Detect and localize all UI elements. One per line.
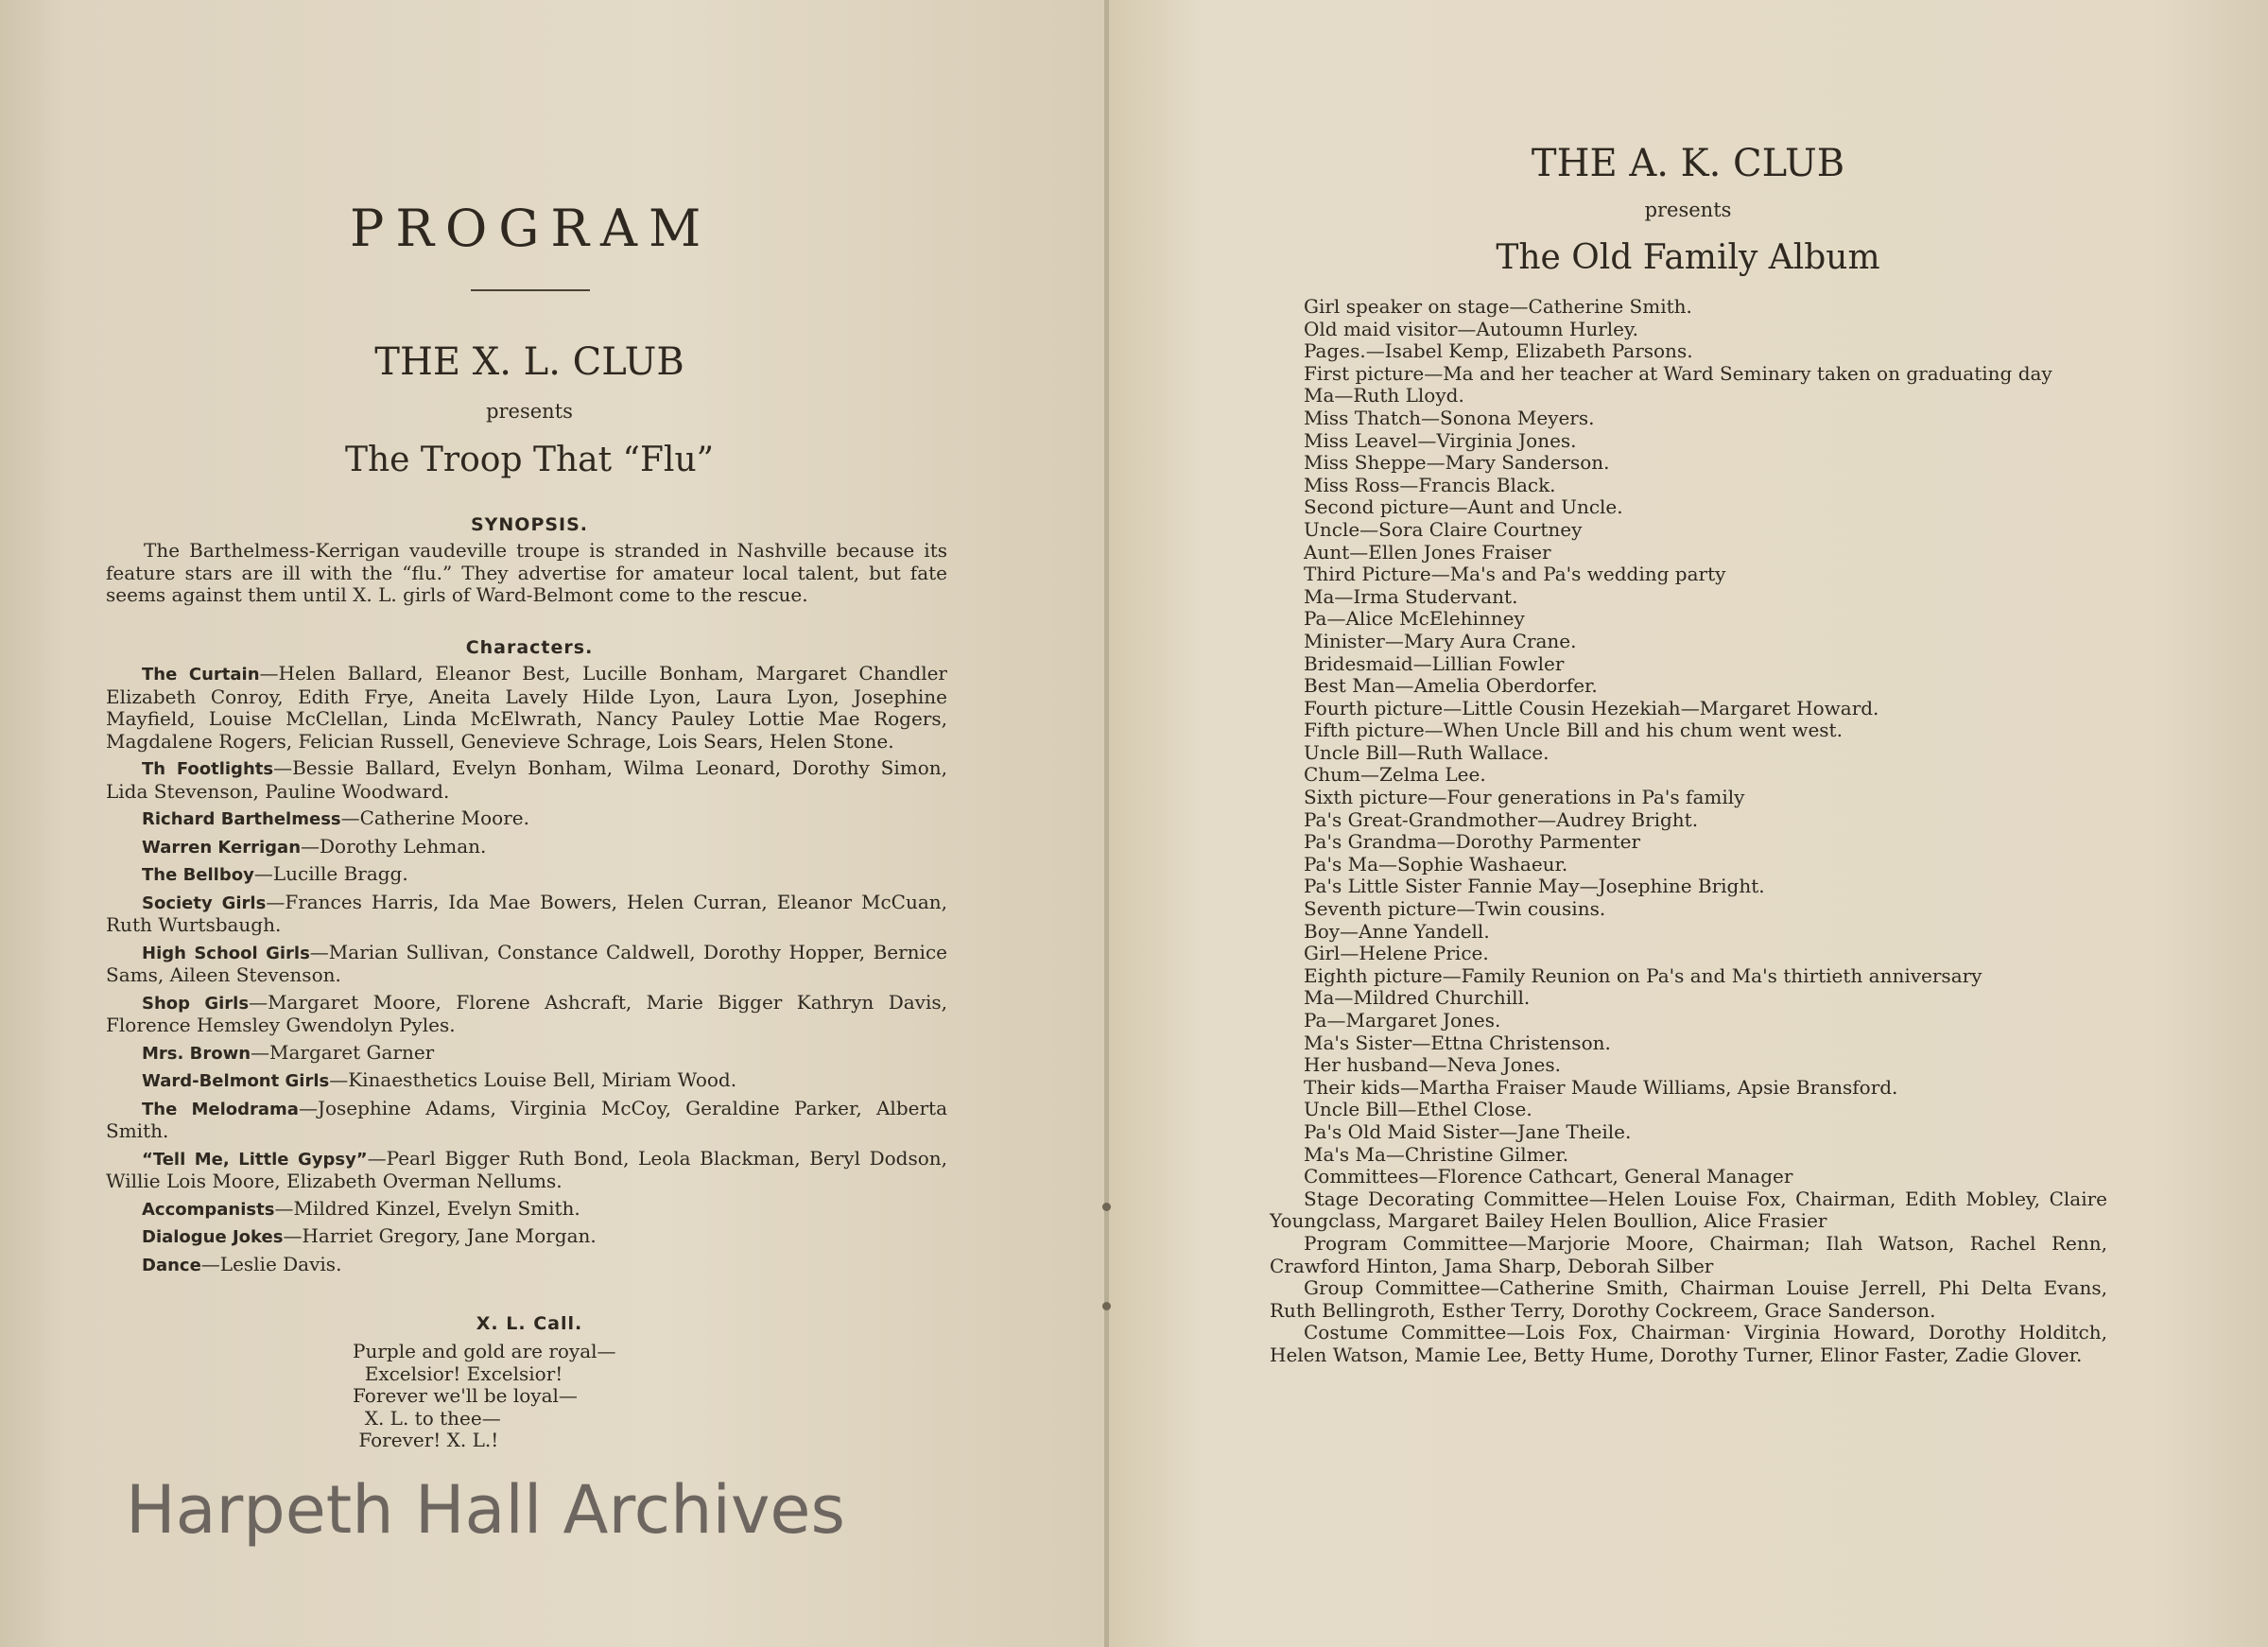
staple bbox=[1102, 1203, 1111, 1211]
cast-line: Miss Sheppe—Mary Sanderson. bbox=[1304, 451, 1610, 475]
character-role: “Tell Me, Little Gypsy” bbox=[142, 1149, 368, 1170]
character-entry bbox=[106, 1069, 947, 1093]
cast-line: Ma—Mildred Churchill. bbox=[1304, 986, 1531, 1010]
play-title: The Old Family Album bbox=[1496, 238, 1880, 277]
character-cast: —Leslie Davis. bbox=[200, 1252, 342, 1275]
character-role: High School Girls bbox=[142, 943, 310, 963]
character-cast: —Dorothy Lehman. bbox=[301, 834, 487, 858]
character-cast: —Harriet Gregory, Jane Morgan. bbox=[283, 1224, 597, 1247]
cast-line: Miss Thatch—Sonona Meyers. bbox=[1304, 406, 1595, 429]
verse-line: X. L. to thee— bbox=[353, 1406, 501, 1430]
character-entry bbox=[106, 1254, 947, 1277]
cast-line: Ma—Irma Studervant. bbox=[1304, 584, 1518, 608]
cast-line: Committees—Florence Cathcart, General Manager bbox=[1304, 1165, 1793, 1188]
character-role: Dialogue Jokes bbox=[142, 1227, 284, 1247]
cast-line: Minister—Mary Aura Crane. bbox=[1304, 629, 1577, 652]
character-role: Mrs. Brown bbox=[142, 1043, 251, 1064]
character-entry bbox=[106, 863, 947, 887]
character-cast: —Marian Sullivan, Constance Caldwell, Dorothy Hopper, Bernice Sams, Aileen Stevenson. bbox=[106, 940, 947, 986]
xl-call-verse bbox=[353, 1341, 731, 1452]
cast-line: Stage Decorating Committee—Helen Louise Fox, Chairman, Edith Mobley, Claire Youngclass, Margaret Bailey Helen Boullion, Alice Frasier bbox=[1270, 1187, 2107, 1233]
cast-line: Costume Committee—Lois Fox, Chairman· Virginia Howard, Dorothy Holditch, Helen Watson, Mamie Lee, Betty Hume, Dorothy Turner, Elinor Faster, Zadie Glover. bbox=[1270, 1321, 2107, 1366]
character-cast: —Helen Ballard, Eleanor Best, Lucille Bonham, Margaret Chandler Elizabeth Conroy, Edith Frye, Aneita Lavely Hilde Lyon, Laura Lyon, Josephine Mayfield, Louise McClellan, Linda McElwrath, Nancy Pauley Lottie Mae Rogers, Magdalene Rogers, Felician Russell, Genevieve Schrage, Lois Sears, Helen Stone. bbox=[106, 662, 947, 753]
characters-list bbox=[106, 663, 947, 1281]
cast-list bbox=[1270, 296, 2107, 1367]
character-entry bbox=[106, 992, 947, 1037]
cast-line: Girl speaker on stage—Catherine Smith. bbox=[1304, 295, 1692, 318]
presents-label: presents bbox=[1644, 199, 1732, 221]
cast-line: Boy—Anne Yandell. bbox=[1304, 919, 1490, 943]
cast-line: Sixth picture—Four generations in Pa's family bbox=[1304, 786, 1745, 809]
character-entry bbox=[106, 1098, 947, 1143]
play-title: The Troop That “Flu” bbox=[344, 441, 715, 479]
character-cast: —Bessie Ballard, Evelyn Bonham, Wilma Leonard, Dorothy Simon, Lida Stevenson, Pauline Woodward. bbox=[106, 756, 947, 803]
heading-rule bbox=[471, 289, 590, 291]
verse-line: Purple and gold are royal— bbox=[353, 1340, 616, 1362]
cast-line: Miss Leavel—Virginia Jones. bbox=[1304, 428, 1577, 452]
cast-line: Program Committee—Marjorie Moore, Chairman; Ilah Watson, Rachel Renn, Crawford Hinton, Jama Sharp, Deborah Silber bbox=[1270, 1231, 2107, 1277]
character-role: The Melodrama bbox=[142, 1099, 299, 1119]
cast-line: Group Committee—Catherine Smith, Chairman Louise Jerrell, Phi Delta Evans, Ruth Bellingroth, Esther Terry, Dorothy Cockreem, Grace Sanderson. bbox=[1270, 1276, 2107, 1322]
cast-line: Old maid visitor—Autoumn Hurley. bbox=[1304, 317, 1638, 340]
character-entry bbox=[106, 1042, 947, 1066]
cast-line: Uncle Bill—Ethel Close. bbox=[1304, 1098, 1532, 1121]
character-cast: —Margaret Moore, Florene Ashcraft, Marie Bigger Kathryn Davis, Florence Hemsley Gwendolyn Pyles. bbox=[106, 990, 947, 1036]
program-heading: PROGRAM bbox=[350, 199, 713, 258]
character-entry bbox=[106, 757, 947, 803]
cast-line: Chum—Zelma Lee. bbox=[1304, 763, 1486, 787]
cast-line: Miss Ross—Francis Black. bbox=[1304, 473, 1556, 496]
character-role: Warren Kerrigan bbox=[142, 837, 302, 858]
characters-heading: Characters. bbox=[465, 637, 594, 658]
character-role: Th Footlights bbox=[142, 759, 274, 779]
character-cast: —Kinaesthetics Louise Bell, Miriam Wood. bbox=[329, 1068, 737, 1091]
cast-line: Pa's Little Sister Fannie May—Josephine Bright. bbox=[1304, 875, 1765, 898]
cast-line: Pa's Old Maid Sister—Jane Theile. bbox=[1304, 1119, 1632, 1143]
character-entry bbox=[106, 942, 947, 987]
cast-line: Pa—Margaret Jones. bbox=[1304, 1009, 1501, 1032]
character-role: Society Girls bbox=[142, 893, 267, 913]
cast-line: Ma's Ma—Christine Gilmer. bbox=[1304, 1142, 1569, 1166]
character-entry bbox=[106, 1148, 947, 1193]
cast-line: Seventh picture—Twin cousins. bbox=[1304, 897, 1606, 921]
cast-line: Second picture—Aunt and Uncle. bbox=[1304, 495, 1623, 519]
character-role: Dance bbox=[142, 1255, 201, 1275]
cast-line: Bridesmaid—Lillian Fowler bbox=[1304, 651, 1565, 675]
cast-line: Uncle—Sora Claire Courtney bbox=[1304, 517, 1583, 541]
call-heading: X. L. Call. bbox=[476, 1313, 583, 1334]
synopsis-heading: SYNOPSIS. bbox=[470, 514, 589, 535]
character-entry bbox=[106, 836, 947, 859]
character-role: The Curtain bbox=[142, 665, 260, 685]
character-role: The Bellboy bbox=[142, 865, 254, 885]
character-entry bbox=[106, 663, 947, 753]
cast-line: Pa's Grandma—Dorothy Parmenter bbox=[1304, 830, 1641, 854]
character-entry bbox=[106, 1225, 947, 1249]
character-cast: —Mildred Kinzel, Evelyn Smith. bbox=[274, 1196, 580, 1220]
character-entry bbox=[106, 892, 947, 937]
verse-line: Forever we'll be loyal— bbox=[353, 1384, 578, 1407]
ak-club-title: THE A. K. CLUB bbox=[1531, 142, 1845, 185]
character-role: Ward-Belmont Girls bbox=[142, 1071, 330, 1091]
cast-line: Ma's Sister—Ettna Christenson. bbox=[1304, 1031, 1611, 1054]
character-cast: —Lucille Bragg. bbox=[253, 862, 408, 885]
character-role: Shop Girls bbox=[142, 993, 250, 1014]
archive-watermark: Harpeth Hall Archives bbox=[126, 1471, 845, 1549]
character-entry bbox=[106, 1198, 947, 1222]
presents-label: presents bbox=[486, 400, 573, 423]
cast-line: Pa's Great-Grandmother—Audrey Bright. bbox=[1304, 807, 1699, 831]
staple bbox=[1102, 1302, 1111, 1310]
character-entry bbox=[106, 807, 947, 831]
character-cast: —Josephine Adams, Virginia McCoy, Geraldine Parker, Alberta Smith. bbox=[106, 1096, 947, 1142]
cast-line: First picture—Ma and her teacher at Ward Seminary taken on graduating day bbox=[1304, 361, 2052, 385]
cast-line: Fourth picture—Little Cousin Hezekiah—Margaret Howard. bbox=[1304, 696, 1879, 719]
character-role: Accompanists bbox=[142, 1199, 275, 1220]
cast-line: Ma—Ruth Lloyd. bbox=[1304, 384, 1464, 407]
character-role: Richard Barthelmess bbox=[142, 809, 341, 829]
cast-line: Eighth picture—Family Reunion on Pa's and Ma's thirtieth anniversary bbox=[1304, 963, 1982, 987]
verse-line: Forever! X. L.! bbox=[353, 1429, 499, 1451]
character-cast: —Pearl Bigger Ruth Bond, Leola Blackman, Beryl Dodson, Willie Lois Moore, Elizabeth Overman Nellums. bbox=[106, 1146, 948, 1192]
cast-line: Third Picture—Ma's and Pa's wedding party bbox=[1304, 563, 1726, 586]
cast-line: Uncle Bill—Ruth Wallace. bbox=[1304, 740, 1550, 764]
cast-line: Their kids—Martha Fraiser Maude Williams, Apsie Bransford. bbox=[1304, 1075, 1898, 1099]
verse-line: Excelsior! Excelsior! bbox=[353, 1361, 563, 1385]
character-cast: —Catherine Moore. bbox=[340, 806, 529, 829]
character-cast: —Margaret Garner bbox=[251, 1040, 435, 1064]
cast-line: Pa's Ma—Sophie Washaeur. bbox=[1304, 852, 1568, 876]
cast-line: Pa—Alice McElehinney bbox=[1304, 607, 1525, 631]
cast-line: Best Man—Amelia Oberdorfer. bbox=[1304, 674, 1598, 698]
cast-line: Her husband—Neva Jones. bbox=[1304, 1053, 1561, 1077]
cast-line: Fifth picture—When Uncle Bill and his chum went west. bbox=[1304, 719, 1843, 742]
synopsis-text: The Barthelmess-Kerrigan vaudeville troupe is stranded in Nashville because its feature stars are ill with the “flu.” They advertise for amateur local talent, but fate seems against them until X. L. girls of Ward-Belmont come to the rescue. bbox=[106, 539, 947, 606]
cast-line: Girl—Helene Price. bbox=[1304, 942, 1489, 965]
character-cast: —Frances Harris, Ida Mae Bowers, Helen Curran, Eleanor McCuan, Ruth Wurtsbaugh. bbox=[106, 890, 947, 936]
cast-line: Pages.—Isabel Kemp, Elizabeth Parsons. bbox=[1304, 339, 1693, 363]
cast-line: Aunt—Ellen Jones Fraiser bbox=[1304, 540, 1551, 563]
xl-club-title: THE X. L. CLUB bbox=[374, 340, 684, 384]
